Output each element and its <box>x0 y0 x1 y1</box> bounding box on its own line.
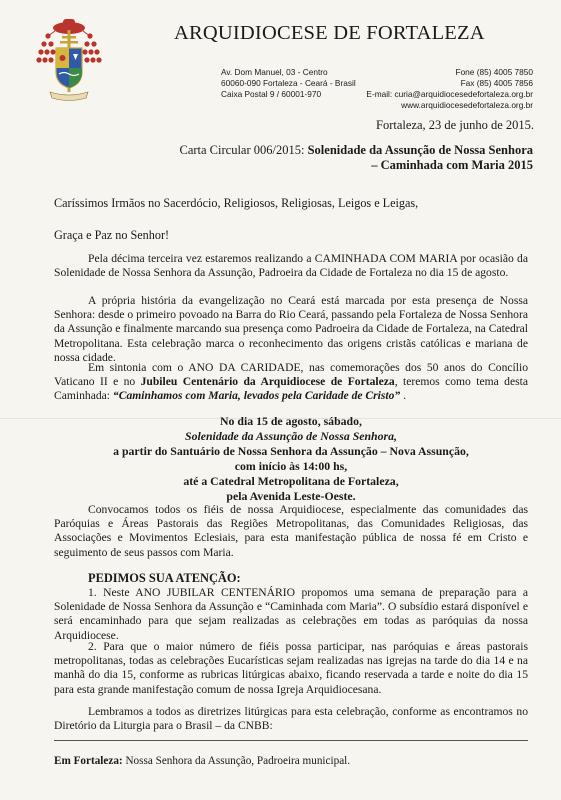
event-line: com início às 14:00 hs, <box>234 459 348 473</box>
jubilee-highlight: Jubileu Centenário da Arquidiocese de Fortaleza <box>140 375 395 389</box>
coat-of-arms-icon <box>36 14 102 102</box>
paragraph-text: 2. Para que o maior número de fiéis possa participar, nas paróquias e áreas pastorais metropolitanas, todas as celebrações Eucarísticas sejam realizadas nas igrejas na tarde do dia 14 e na manhã do dia 15, conforme as rubricas litúrgicas abaixo, ficando reservada a tarde e noite do dia 15 para esta grande manifestação comum de nossa Igreja Arquidiocesana. <box>54 640 528 696</box>
footer-label: Em Fortaleza: <box>54 755 123 767</box>
paragraph-6 <box>54 640 528 697</box>
event-line: pela Avenida Leste-Oeste. <box>226 489 356 503</box>
event-line: No dia 15 de agosto, sábado, <box>220 414 362 428</box>
paragraph-text: A própria história da evangelização no Ceará está marcada por esta presença de Nossa Senhora: desde o primeiro povoado na Barra do Rio Ceará, passando pela Fortaleza de Nossa Senhora da Assunção e finalmente marcando sua presença como Padroeira da Cidade de Fortaleza, na Catedral Metropolitana. Esta celebração marca o reconhecimento das origens cristãs católicas e mariana de nossa cidade. <box>54 294 528 364</box>
address-line: Av. Dom Manuel, 03 - Centro <box>221 67 328 77</box>
circular-title <box>179 143 533 173</box>
address-line: Caixa Postal 9 / 60001-970 <box>221 89 322 99</box>
email-line: E-mail: curia@arquidiocesedefortaleza.org.br <box>366 89 533 99</box>
paragraph-4 <box>54 503 528 560</box>
paragraph-1 <box>54 252 528 280</box>
paragraph-text: Lembramos a todos as diretrizes litúrgicas para esta celebração, conforme as encontramos no Diretório da Liturgia para o Brasil – da CNBB: <box>54 705 528 733</box>
paragraph-7 <box>54 705 528 733</box>
event-line: a partir do Santuário de Nossa Senhora da Assunção – Nova Assunção, <box>113 444 469 458</box>
event-line: até a Catedral Metropolitana de Fortaleza, <box>183 474 399 488</box>
paragraph-2 <box>54 294 528 365</box>
website-line: www.arquidiocesedefortaleza.org.br <box>401 100 533 110</box>
greeting: Graça e Paz no Senhor! <box>54 228 170 242</box>
footer-text: Nossa Senhora da Assunção, Padroeira municipal. <box>122 755 351 767</box>
paragraph-5 <box>54 586 528 643</box>
paragraph-text: Pela décima terceira vez estaremos realizando a CAMINHADA COM MARIA por ocasião da Solenidade de Nossa Senhora da Assunção, Padroeira da Cidade de Fortaleza no dia 15 de agosto. <box>54 252 528 280</box>
circular-title-line1: Solenidade da Assunção de Nossa Senhora <box>307 143 533 157</box>
paragraph-text: Convocamos todos os fiéis de nossa Arquidiocese, especialmente das comunidades das Paróquias e Áreas Pastorais das Regiões Metropolitanas, das Comunidades Religiosas, das Associações e Movimentos Eclesiais, para esta manifestação pública de nossa fé em Cristo e seguimento de seus passos com Maria. <box>54 503 528 559</box>
letter-date: Fortaleza, 23 de junho de 2015. <box>376 118 534 132</box>
event-details <box>54 414 528 504</box>
fax-line: Fax (85) 4005 7856 <box>460 78 533 88</box>
organization-name: ARQUIDIOCESE DE FORTALEZA <box>174 22 485 44</box>
theme-quote: “Caminhamos com Maria, levados pela Caridade de Cristo” <box>112 389 401 403</box>
attention-heading: PEDIMOS SUA ATENÇÃO: <box>88 571 241 585</box>
paragraph-text: Em sintonia com o ANO DA CARIDADE, nas comemorações dos 50 anos do Concílio Vaticano II e no <box>54 361 528 389</box>
divider <box>54 740 528 741</box>
contact-block <box>366 67 533 111</box>
circular-number: Carta Circular 006/2015: <box>179 143 305 157</box>
address-block <box>221 67 356 100</box>
paragraph-text: 1. Neste ANO JUBILAR CENTENÁRIO propomos uma semana de preparação para a Solenidade de Nossa Senhora da Assunção e “Caminhada com Maria”. O subsídio estará disponível e será encaminhado para que sejam realizadas as celebrações em todas as paróquias da nossa Arquidiocese. <box>54 586 528 642</box>
phone-line: Fone (85) 4005 7850 <box>455 67 533 77</box>
paragraph-3: Em sintonia com o ANO DA CARIDADE, nas comemorações dos 50 anos do Concílio Vaticano II e no Jubileu Centenário da Arquidiocese de Fortaleza, teremos como tema desta Caminhada: “Caminhamos com Maria, levados pela Caridade de Cristo” . <box>54 361 528 403</box>
paragraph-text: , teremos como tema desta Caminhada: <box>54 375 528 403</box>
salutation: Caríssimos Irmãos no Sacerdócio, Religiosos, Religiosas, Leigos e Leigas, <box>54 196 419 210</box>
event-line: Solenidade da Assunção de Nossa Senhora, <box>185 429 397 443</box>
circular-title-line2: – Caminhada com Maria 2015 <box>371 158 533 172</box>
address-line: 60060-090 Fortaleza - Ceará - Brasil <box>221 78 356 88</box>
footer-note <box>54 755 350 767</box>
